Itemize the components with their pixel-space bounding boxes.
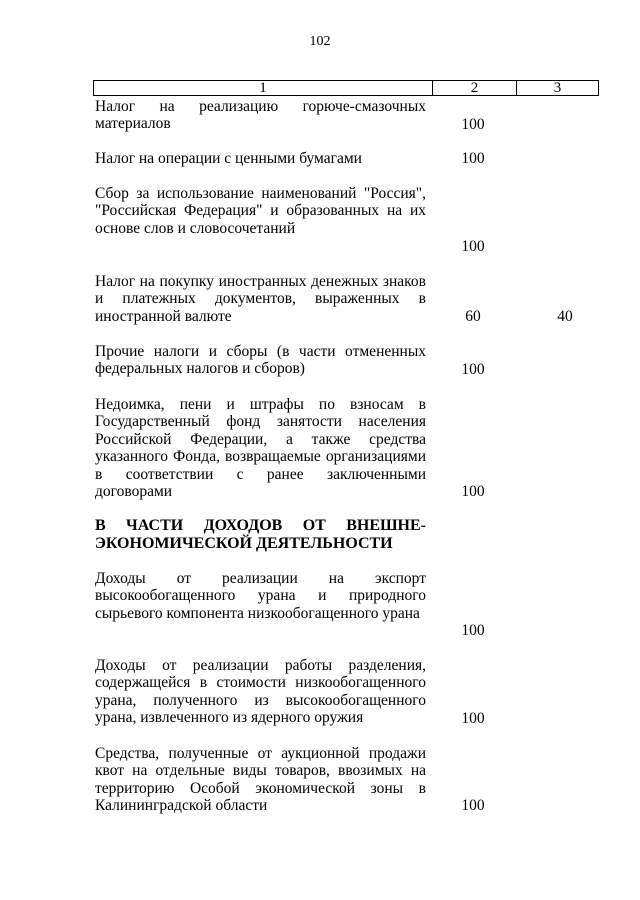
column-header-1: 1 (259, 80, 267, 96)
row-value-col2: 100 (461, 622, 485, 639)
row-description: Недоимка, пени и штрафы по взносам в Государственный фонд занятости населения Российской Федерации, а также средства указанного Фонда, возвращаемые организациями в соответствии с ранее заключенными договорами (95, 396, 426, 501)
row-value-col2: 100 (461, 150, 485, 167)
row-value-col3: 40 (557, 308, 573, 325)
row-description: Налог на реализацию горюче-смазочных материалов (95, 98, 426, 133)
row-description: Сбор за использование наименований "Россия", "Российская Федерация" и образованных на их основе слов и словосочетаний (95, 185, 426, 237)
row-value-col2: 100 (461, 797, 485, 814)
row-value-col2: 100 (461, 116, 485, 133)
row-value-col2: 100 (461, 710, 485, 727)
row-value-col2: 100 (461, 483, 485, 500)
row-description: Доходы от реализации на экспорт высокообогащенного урана и природного сырьевого компонента низкообогащенного урана (95, 570, 426, 622)
row-description: Средства, полученные от аукционной продажи квот на отдельные виды товаров, ввозимых на территорию Особой экономической зоны в Калининградской области (95, 745, 426, 815)
page-number: 102 (309, 34, 331, 49)
section-heading: В ЧАСТИ ДОХОДОВ ОТ ВНЕШНЕ-ЭКОНОМИЧЕСКОЙ ДЕЯТЕЛЬНОСТИ (95, 517, 426, 552)
row-description: Налог на операции с ценными бумагами (95, 150, 362, 167)
row-value-col2: 60 (465, 308, 481, 325)
column-header-3: 3 (516, 81, 598, 95)
row-description: Налог на покупку иностранных денежных знаков и платежных документов, выраженных в иностранной валюте (95, 273, 426, 325)
row-value-col2: 100 (461, 238, 485, 255)
column-header-2: 2 (432, 81, 516, 95)
table-header-row (93, 80, 599, 96)
row-value-col2: 100 (461, 361, 485, 378)
row-description: Прочие налоги и сборы (в части отмененных федеральных налогов и сборов) (95, 343, 426, 378)
row-description: Доходы от реализации работы разделения, содержащейся в стоимости низкообогащенного урана, полученного из высокообогащенного урана, извлеченного из ядерного оружия (95, 657, 426, 727)
